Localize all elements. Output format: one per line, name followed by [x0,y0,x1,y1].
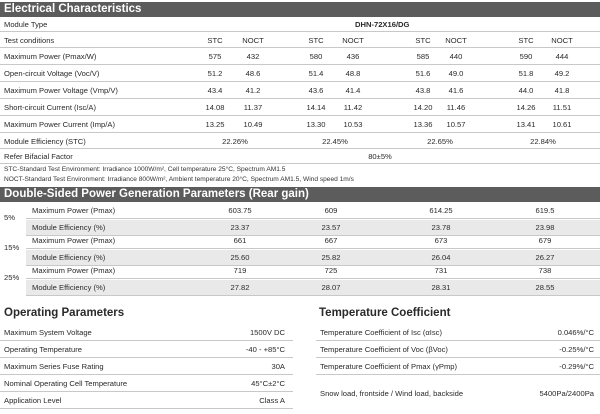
temperature-coefficient-title: Temperature Coefficient [319,307,451,319]
cell-value: 41.4 [345,86,361,95]
row-label: Short-circuit Current (Isc/A) [4,103,96,112]
cell-value: 48.8 [345,69,361,78]
row-label: Maximum Power (Pmax) [32,206,116,215]
cell-value: 51.8 [518,69,534,78]
cell-value: 11.51 [552,103,572,112]
cell-value: 13.25 [205,120,225,129]
table-row [316,342,600,358]
efficiency-value: 22.84% [530,137,556,146]
row-label: Temperature Coefficient of Voc (βVoc) [320,345,448,354]
table-row [0,359,293,375]
cell-value: 10.49 [243,120,263,129]
table-row [0,393,293,409]
cell-value: 43.6 [308,86,324,95]
cell-value: 5400Pa/2400Pa [539,389,594,398]
table-row [316,386,600,402]
cell-value: 51.4 [308,69,324,78]
row-label: Nominal Operating Cell Temperature [4,379,128,388]
row-label: Module Efficiency (%) [32,223,106,232]
table-row [0,342,293,358]
rear-gain-label: 15% [4,243,20,252]
cell-value: 30A [271,362,285,371]
cell-value: 41.6 [448,86,464,95]
cell-value: 44.0 [518,86,534,95]
efficiency-value: 22.45% [322,137,348,146]
row-label: Temperature Coefficient of Isc (αIsc) [320,328,442,337]
row-label: Maximum Power Voltage (Vmp/V) [4,86,118,95]
cell-value: 725 [324,266,338,275]
table-row [0,100,600,116]
row-label: Application Level [4,396,62,405]
noct-header: NOCT [551,36,573,45]
double-sided-section-header [0,187,600,202]
cell-value: 436 [346,52,360,61]
table-row [0,66,600,82]
cell-value: 0.046%/°C [557,328,594,337]
cell-value: 609 [324,206,338,215]
module-type-row [0,18,600,32]
cell-value: 51.2 [207,69,223,78]
cell-value: 10.53 [343,120,363,129]
cell-value: 590 [519,52,533,61]
cell-value: 51.6 [415,69,431,78]
row-label: Maximum Power (Pmax) [32,266,116,275]
electrical-section-header [0,2,600,17]
bifacial-label: Refer Bifacial Factor [4,152,73,161]
cell-value: 575 [208,52,222,61]
cell-value: 11.37 [243,103,263,112]
cell-value: 673 [434,236,448,245]
stc-header: STC [415,36,431,45]
cell-value: 41.8 [554,86,570,95]
cell-value: 23.78 [431,223,451,232]
cell-value: 26.27 [535,253,555,262]
table-row [0,324,293,341]
cell-value: 614.25 [429,206,453,215]
cell-value: 28.31 [431,283,451,292]
module-type-value: DHN-72X16/DG [355,20,410,29]
stc-header: STC [308,36,324,45]
table-row [316,359,600,375]
rear-gain-label: 25% [4,273,20,282]
cell-value: 23.57 [321,223,341,232]
cell-value: 27.82 [230,283,250,292]
cell-value: 49.0 [448,69,464,78]
table-row [0,117,600,133]
cell-value: 13.41 [516,120,536,129]
cell-value: 14.20 [413,103,433,112]
cell-value: -40 - +85°C [245,345,285,354]
efficiency-label: Module Efficiency (STC) [4,137,86,146]
cell-value: 585 [416,52,430,61]
row-label: Operating Temperature [4,345,82,354]
cell-value: 25.60 [230,253,250,262]
table-row [0,376,293,392]
row-label: Open-circuit Voltage (Voc/V) [4,69,100,78]
stc-header: STC [207,36,223,45]
cell-value: 28.55 [535,283,555,292]
cell-value: 23.37 [230,223,250,232]
cell-value: 14.26 [516,103,536,112]
noct-header: NOCT [445,36,467,45]
operating-parameters-title: Operating Parameters [4,307,125,319]
cell-value: 11.42 [343,103,363,112]
cell-value: 45°C±2°C [251,379,285,388]
cell-value: 444 [555,52,569,61]
table-row [316,324,600,341]
table-row [26,203,600,219]
table-row [26,233,600,249]
cell-value: 49.2 [554,69,570,78]
cell-value: 603.75 [228,206,252,215]
cell-value: -0.25%/°C [559,345,594,354]
cell-value: 25.82 [321,253,341,262]
row-label: Maximum Power (Pmax/W) [4,52,97,61]
row-label: Maximum Power Current (Imp/A) [4,120,115,129]
cell-value: 738 [538,266,552,275]
table-row [0,49,600,65]
bifacial-row [0,150,600,164]
cell-value: 26.04 [431,253,451,262]
cell-value: 619.5 [535,206,555,215]
cell-value: 440 [449,52,463,61]
noct-note: NOCT-Standard Test Environment: Irradiance 800W/m², Ambient temperature 20°C, Spectrum AM1.5, Wind speed 1m/s [4,176,354,183]
cell-value: 10.57 [446,120,466,129]
row-label: Snow load, frontside / Wind load, backside [320,389,464,398]
cell-value: Class A [259,396,285,405]
cell-value: 43.4 [207,86,223,95]
stc-header: STC [518,36,534,45]
row-label: Maximum Series Fuse Rating [4,362,104,371]
cell-value: 580 [309,52,323,61]
row-label: Module Efficiency (%) [32,283,106,292]
cell-value: 28.07 [321,283,341,292]
cell-value: 14.08 [205,103,225,112]
electrical-title: Electrical Characteristics [4,3,142,15]
cell-value: 23.98 [535,223,555,232]
cell-value: 661 [233,236,247,245]
cell-value: 48.6 [245,69,261,78]
table-row [26,280,600,296]
module-type-label: Module Type [4,20,48,29]
cell-value: 432 [246,52,260,61]
cell-value: 10.61 [552,120,572,129]
noct-header: NOCT [342,36,364,45]
row-label: Maximum Power (Pmax) [32,236,116,245]
test-conditions-row [0,33,600,48]
efficiency-value: 22.26% [222,137,248,146]
row-label: Maximum System Voltage [4,328,92,337]
double-sided-title: Double-Sided Power Generation Parameters (Rear gain) [4,188,309,200]
cell-value: 11.46 [446,103,466,112]
test-conditions-label: Test conditions [4,36,55,45]
table-row [26,263,600,279]
efficiency-value: 22.65% [427,137,453,146]
cell-value: -0.29%/°C [559,362,594,371]
table-row [0,83,600,99]
row-label: Temperature Coefficient of Pmax (γPmp) [320,362,458,371]
cell-value: 731 [434,266,448,275]
stc-note: STC-Standard Test Environment: Irradiance 1000W/m², Cell temperature 25°C, Spectrum AM1.5 [4,166,286,173]
cell-value: 14.14 [306,103,326,112]
cell-value: 667 [324,236,338,245]
noct-header: NOCT [242,36,264,45]
cell-value: 41.2 [245,86,261,95]
cell-value: 43.8 [415,86,431,95]
cell-value: 679 [538,236,552,245]
cell-value: 13.30 [306,120,326,129]
rear-gain-label: 5% [4,213,15,222]
bifacial-value: 80±5% [368,152,392,161]
efficiency-row [0,134,600,149]
cell-value: 719 [233,266,247,275]
cell-value: 1500V DC [249,328,285,337]
cell-value: 13.36 [413,120,433,129]
row-label: Module Efficiency (%) [32,253,106,262]
